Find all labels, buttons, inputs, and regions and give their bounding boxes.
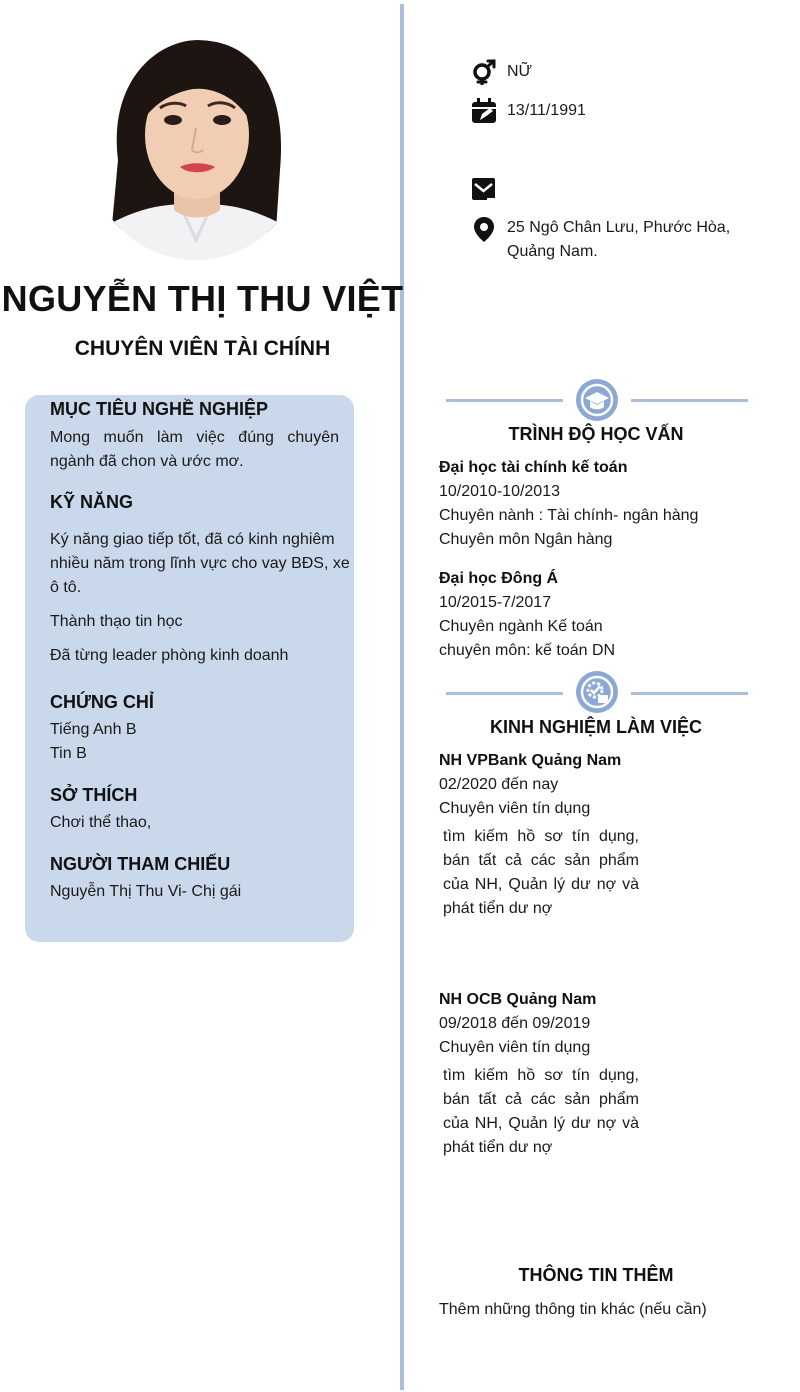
skills-heading: KỸ NĂNG <box>50 492 134 512</box>
objective-heading: MỤC TIÊU NGHỀ NGHIỆP <box>50 399 269 419</box>
hobbies-heading: SỞ THÍCH <box>50 785 138 805</box>
education-school: Đại học Đông Á <box>439 570 559 587</box>
experience-heading: KINH NGHIỆM LÀM VIỆC <box>489 717 702 737</box>
skill-item: Đã từng leader phòng kinh doanh <box>50 647 289 664</box>
experience-description: tìm kiếm hồ sơ tín dụng, bán tất cả các sản phẩm của NH, Quản lý dư nợ và phát tiển dư nợ <box>443 828 639 917</box>
experience-position: Chuyên viên tín dụng <box>439 800 591 817</box>
birthday-value: 13/11/1991 <box>507 102 586 119</box>
extra-info-heading: THÔNG TIN THÊM <box>518 1265 674 1285</box>
experience-icon-badge <box>576 671 618 713</box>
section-line <box>631 692 748 695</box>
certificate-item: Tiếng Anh B <box>50 721 137 738</box>
education-school: Đại học tài chính kế toán <box>439 459 628 476</box>
experience-company: NH OCB Quảng Nam <box>439 991 597 1008</box>
references-text: Nguyễn Thị Thu Vi- Chị gái <box>50 883 242 900</box>
education-heading: TRÌNH ĐỘ HỌC VẤN <box>508 424 684 444</box>
extra-info-text: Thêm những thông tin khác (nếu cần) <box>439 1301 707 1318</box>
objective-text: Mong muốn làm việc đúng chuyên ngành đã chon và ước mơ. <box>50 429 339 470</box>
skill-item: Thành thạo tin học <box>50 613 183 630</box>
full-name: NGUYỄN THỊ THU VIỆT <box>1 278 404 319</box>
skill-item: Ký năng giao tiếp tốt, đã có kinh nghiêm nhiều năm trong lĩnh vực cho vay BĐS, xe ô tô. <box>50 531 350 596</box>
avatar <box>88 40 304 260</box>
section-line <box>446 692 563 695</box>
references-heading: NGƯỜI THAM CHIẾU <box>50 854 231 874</box>
education-icon-badge <box>576 379 618 421</box>
education-period: 10/2010-10/2013 <box>439 483 560 500</box>
address-value: 25 Ngô Chân Lưu, Phước Hòa, Quảng Nam. <box>507 219 731 260</box>
certificate-item: Tin B <box>50 745 87 762</box>
education-specialty: Chuyên môn Ngân hàng <box>439 531 613 548</box>
gender-icon <box>471 59 497 85</box>
education-major: Chuyên nành : Tài chính- ngân hàng <box>439 507 699 524</box>
education-major: Chuyên ngành Kế toán <box>439 618 603 635</box>
experience-period: 09/2018 đến 09/2019 <box>439 1015 591 1032</box>
portrait-photo <box>88 40 304 260</box>
section-line <box>446 399 563 402</box>
experience-description: tìm kiếm hồ sơ tín dụng, bán tất cả các sản phẩm của NH, Quản lý dư nợ và phát tiển dư nợ <box>443 1067 639 1156</box>
education-period: 10/2015-7/2017 <box>439 594 552 611</box>
education-specialty: chuyên môn: kế toán DN <box>439 642 616 659</box>
gender-value: NỮ <box>507 63 533 80</box>
location-pin-icon <box>471 216 497 242</box>
hobbies-text: Chơi thể thao, <box>50 814 152 831</box>
job-title: CHUYÊN VIÊN TÀI CHÍNH <box>74 337 331 360</box>
gear-check-icon <box>576 671 618 713</box>
column-divider <box>400 4 404 1390</box>
section-line <box>631 399 748 402</box>
certificates-heading: CHỨNG CHỈ <box>50 692 154 712</box>
email-icon <box>471 176 497 202</box>
experience-company: NH VPBank Quảng Nam <box>439 752 622 769</box>
experience-position: Chuyên viên tín dụng <box>439 1039 591 1056</box>
graduation-cap-icon <box>576 379 618 421</box>
experience-period: 02/2020 đến nay <box>439 776 559 793</box>
calendar-icon <box>471 98 497 124</box>
